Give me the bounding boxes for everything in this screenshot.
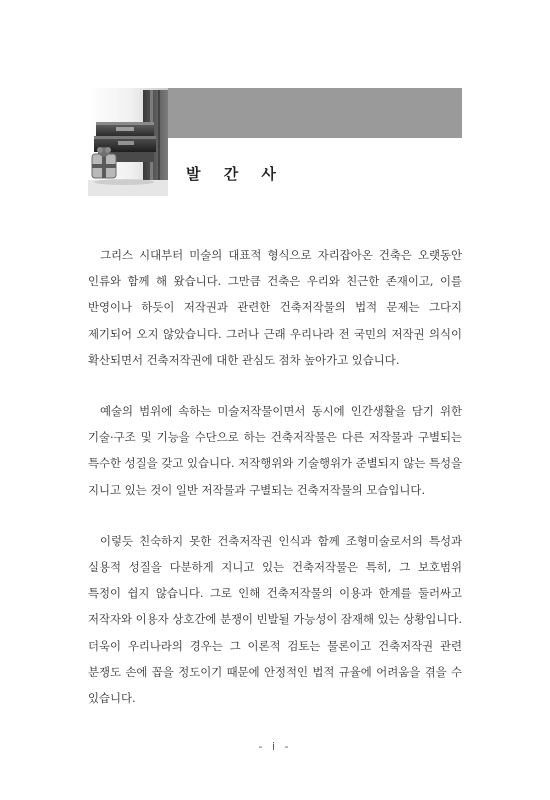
paragraph-2: 예술의 범위에 속하는 미술저작물이면서 동시에 인간생활을 담기 위한 기술·구조 및 기능을 수단으로 하는 건축저작물은 다른 저작물과 구별되는 특수한 성질을 갖고 있습니다. 저작행위와 기술행위가 준별되지 않는 특성을 지니고 있는 것이 일반 저작물과 구별되는 건축저작물의 모습입니다. — [88, 404, 462, 497]
stacked-books-photo — [88, 88, 168, 196]
page-number: - i - — [258, 740, 292, 753]
header-bar — [168, 88, 462, 138]
paragraph-1: 그리스 시대부터 미술의 대표적 형식으로 자리잡아온 건축은 오랫동안 인류와 함께 해 왔습니다. 그만큼 건축은 우리와 친근한 존재이고, 이를 반영이나 하듯이 저작권과 관련한 건축저작물의 법적 문제는 그다지 제기되어 오지 않았습니다. 그러나 근래 우리나라 전 국민의 저작권 의식이 확산되면서 건축저작권에 대한 관심도 점차 높아가고 있습니다. — [88, 248, 462, 367]
paragraph-3: 이렇듯 친숙하지 못한 건축저작권 인식과 함께 조형미술로서의 특성과 실용적 성질을 다분하게 지니고 있는 건축저작물은 특히, 그 보호범위 특정이 쉽지 않습니다. 그로 인해 건축저작물의 이용과 한계를 둘러싸고 저작자와 이용자 상호간에 분쟁이 빈발될 가능성이 잠재해 있는 상황입니다. 더욱이 우리나라의 경우는 그 이론적 검토는 물론이고 건축저작권 관련 분쟁도 손에 꼽을 정도이기 때문에 안정적인 법적 규율에 어려움을 겪을 수 있습니다. — [88, 533, 462, 706]
body-text — [88, 242, 462, 711]
page-title: 발 간 사 — [186, 165, 285, 183]
